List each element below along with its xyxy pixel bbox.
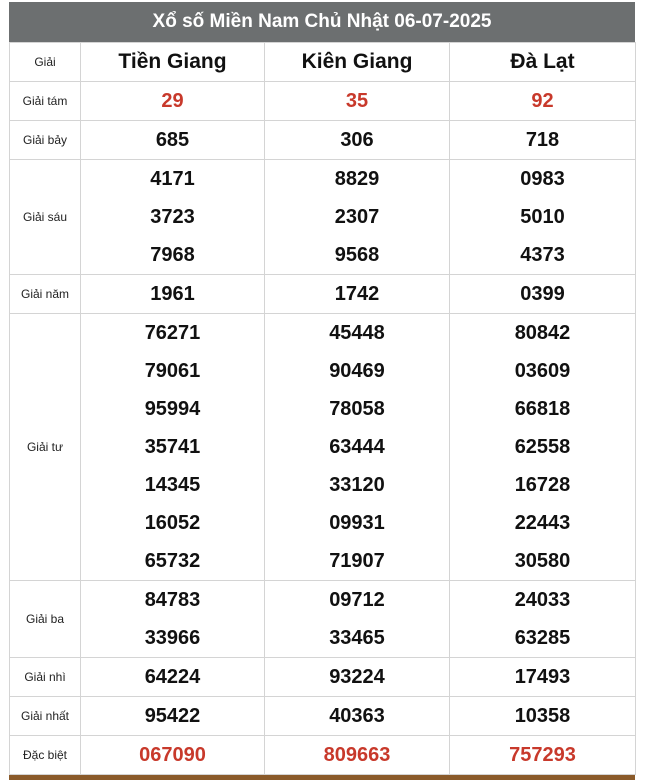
prize-number: 5010 bbox=[520, 206, 565, 228]
table-row bbox=[10, 275, 636, 314]
prize-cell bbox=[450, 82, 636, 121]
prize-number: 16728 bbox=[514, 474, 571, 496]
prize-number: 79061 bbox=[144, 360, 201, 382]
prize-number: 76271 bbox=[144, 322, 201, 344]
prize-cell bbox=[265, 658, 450, 697]
prize-cell bbox=[265, 736, 450, 775]
prize-cell bbox=[265, 697, 450, 736]
prize-number: 29 bbox=[161, 90, 184, 112]
prize-number: 09931 bbox=[329, 512, 385, 534]
prize-cell bbox=[81, 697, 265, 736]
prize-cell bbox=[450, 314, 636, 581]
prize-number: 30580 bbox=[514, 550, 571, 572]
prize-number: 95422 bbox=[144, 705, 201, 727]
table-row bbox=[10, 82, 636, 121]
prize-number: 71907 bbox=[329, 550, 385, 572]
province-kien-giang[interactable]: Kiên Giang bbox=[265, 43, 450, 82]
table-row bbox=[10, 160, 636, 275]
prize-number: 10358 bbox=[514, 705, 571, 727]
prize-number: 35 bbox=[345, 90, 369, 112]
header-row bbox=[10, 43, 636, 82]
prize-cell bbox=[450, 121, 636, 160]
prize-number: 8829 bbox=[334, 168, 380, 190]
prize-cell bbox=[450, 736, 636, 775]
prize-number: 24033 bbox=[514, 589, 571, 611]
prize-number: 64224 bbox=[144, 666, 201, 688]
prize-cell bbox=[265, 160, 450, 275]
prize-number: 17493 bbox=[514, 666, 571, 688]
prize-cell bbox=[81, 160, 265, 275]
prize-cell bbox=[450, 697, 636, 736]
bottom-divider bbox=[9, 775, 635, 780]
prize-number: 7968 bbox=[150, 244, 195, 266]
prize-number: 40363 bbox=[329, 705, 385, 727]
prize-number: 067090 bbox=[139, 744, 206, 766]
prize-number: 22443 bbox=[514, 512, 571, 534]
prize-cell bbox=[450, 160, 636, 275]
prize-label: Giải nhất bbox=[10, 697, 81, 736]
prize-number: 685 bbox=[155, 129, 190, 151]
prize-cell bbox=[450, 275, 636, 314]
prize-number: 63285 bbox=[514, 627, 571, 649]
table-row bbox=[10, 658, 636, 697]
prize-cell bbox=[81, 121, 265, 160]
prize-cell bbox=[265, 275, 450, 314]
prize-number: 63444 bbox=[329, 436, 385, 458]
prize-number: 33966 bbox=[144, 627, 201, 649]
prize-number: 4373 bbox=[520, 244, 565, 266]
prize-number: 14345 bbox=[144, 474, 201, 496]
prize-number: 1742 bbox=[334, 283, 380, 305]
prize-number: 78058 bbox=[329, 398, 385, 420]
prize-cell bbox=[265, 314, 450, 581]
prize-cell bbox=[81, 314, 265, 581]
prize-cell bbox=[81, 581, 265, 658]
prize-label: Giải ba bbox=[10, 581, 81, 658]
prize-number: 62558 bbox=[514, 436, 571, 458]
prize-number: 45448 bbox=[329, 322, 385, 344]
prize-number: 1961 bbox=[150, 283, 195, 305]
prize-number: 757293 bbox=[509, 744, 576, 766]
table-row bbox=[10, 314, 636, 581]
prize-label: Giải sáu bbox=[10, 160, 81, 275]
prize-number: 35741 bbox=[144, 436, 201, 458]
prize-cell bbox=[450, 658, 636, 697]
prize-cell bbox=[450, 581, 636, 658]
prize-cell bbox=[265, 82, 450, 121]
table-row bbox=[10, 697, 636, 736]
prize-number: 0399 bbox=[520, 283, 565, 305]
prize-number: 33465 bbox=[329, 627, 385, 649]
prize-number: 90469 bbox=[329, 360, 385, 382]
prize-number: 3723 bbox=[150, 206, 195, 228]
prize-number: 33120 bbox=[329, 474, 385, 496]
page-title: Xổ số Miền Nam Chủ Nhật 06-07-2025 bbox=[9, 2, 635, 42]
prize-label: Giải tư bbox=[10, 314, 81, 581]
prize-number: 92 bbox=[531, 90, 554, 112]
prize-cell bbox=[81, 275, 265, 314]
prize-label: Giải năm bbox=[10, 275, 81, 314]
prize-rows bbox=[10, 82, 636, 775]
table-row bbox=[10, 736, 636, 775]
prize-number: 4171 bbox=[150, 168, 195, 190]
province-tien-giang[interactable]: Tiền Giang bbox=[81, 43, 265, 82]
prize-number: 0983 bbox=[520, 168, 565, 190]
prize-number: 718 bbox=[525, 129, 560, 151]
prize-cell bbox=[265, 581, 450, 658]
prize-number: 65732 bbox=[144, 550, 201, 572]
prize-number: 93224 bbox=[329, 666, 385, 688]
prize-cell bbox=[81, 736, 265, 775]
prize-cell bbox=[81, 82, 265, 121]
prize-number: 306 bbox=[340, 129, 374, 151]
prize-cell bbox=[81, 658, 265, 697]
results-panel bbox=[9, 2, 635, 780]
results-table bbox=[9, 42, 636, 775]
table-row bbox=[10, 581, 636, 658]
prize-number: 09712 bbox=[329, 589, 385, 611]
prize-number: 9568 bbox=[334, 244, 380, 266]
prize-number: 809663 bbox=[323, 744, 391, 766]
table-row bbox=[10, 121, 636, 160]
prize-label: Giải tám bbox=[10, 82, 81, 121]
prize-number: 84783 bbox=[144, 589, 201, 611]
prize-number: 16052 bbox=[144, 512, 201, 534]
prize-number: 03609 bbox=[514, 360, 571, 382]
prize-label: Giải bảy bbox=[10, 121, 81, 160]
prize-label: Đặc biệt bbox=[10, 736, 81, 775]
prize-number: 66818 bbox=[514, 398, 571, 420]
prize-cell bbox=[265, 121, 450, 160]
prize-number: 95994 bbox=[144, 398, 201, 420]
prize-number: 2307 bbox=[334, 206, 380, 228]
prize-number: 80842 bbox=[514, 322, 571, 344]
header-label: Giải bbox=[10, 43, 81, 82]
prize-label: Giải nhì bbox=[10, 658, 81, 697]
province-da-lat[interactable]: Đà Lạt bbox=[450, 43, 636, 82]
